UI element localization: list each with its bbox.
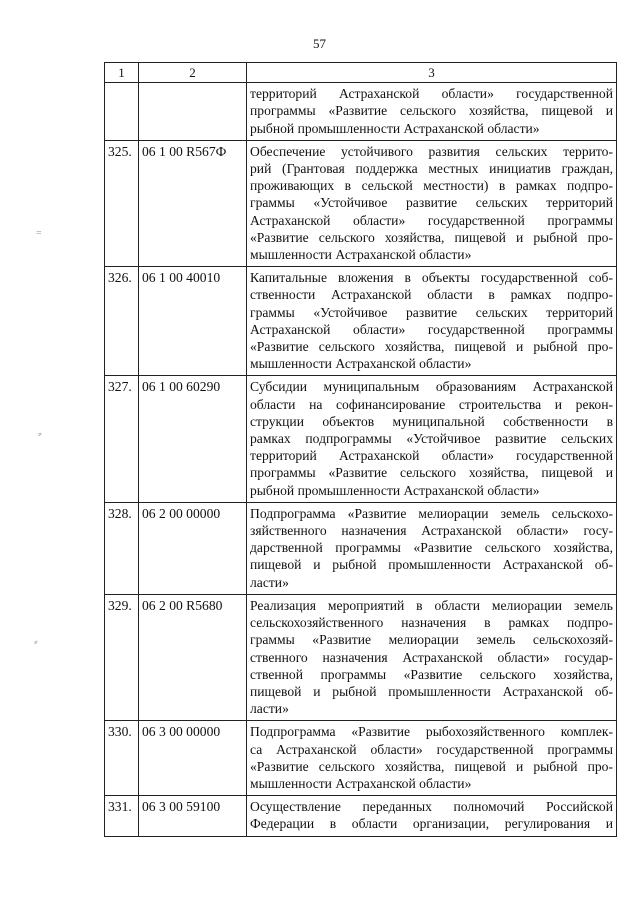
- description-line: Субсидии муниципальным образованиям Астраханской: [250, 379, 613, 395]
- description-line: Федерации в области организации, регулирования и: [250, 816, 613, 832]
- table-row: [105, 594, 617, 720]
- description-line: «Развитие сельского хозяйства, пищевой и рыбной про-: [250, 339, 613, 355]
- description-line: ственности Астраханской области в рамках подпро-: [250, 287, 613, 303]
- row-number: 330.: [105, 721, 139, 796]
- budget-code: 06 3 00 59100: [139, 796, 247, 836]
- row-number: 326.: [105, 267, 139, 376]
- description-line: ласти»: [250, 574, 289, 590]
- scan-mark: ⸗: [34, 636, 38, 648]
- description-line: сельскохозяйственного назначения в рамках подпро-: [250, 615, 613, 631]
- description-line: «Развитие сельского хозяйства, пищевой и рыбной про-: [250, 229, 613, 245]
- description-line: ственного назначения Астраханской области» государ-: [250, 649, 613, 665]
- page-number: 57: [313, 36, 326, 51]
- description-line: проживающих в сельской местности) в рамках подпро-: [250, 178, 613, 194]
- description-line: Астраханской области» государственной программы: [250, 321, 613, 337]
- description-line: мышленности Астраханской области»: [250, 356, 472, 372]
- table-header-row: [105, 63, 617, 83]
- description-line: ственной программы «Развитие сельского хозяйства,: [250, 666, 613, 682]
- row-description: [247, 267, 617, 376]
- row-number: 329.: [105, 594, 139, 720]
- description-line: программы «Развитие сельского хозяйства, пищевой и: [250, 465, 613, 481]
- description-line: граммы «Развитие мелиорации земель сельскохозяй-: [250, 632, 613, 648]
- table-row: [105, 267, 617, 376]
- description-line: рамках подпрограммы «Устойчивое развитие сельских: [250, 431, 613, 447]
- budget-code: 06 2 00 R5680: [139, 594, 247, 720]
- header-col-3: 3: [247, 63, 617, 83]
- description-line: Капитальные вложения в объекты государственной соб-: [250, 270, 613, 286]
- row-description: [247, 376, 617, 502]
- description-line: зяйственного назначения Астраханской области» госу-: [250, 523, 613, 539]
- description-line: пищевой и рыбной промышленности Астраханской об-: [250, 683, 613, 699]
- description-line: рыбной промышленности Астраханской области»: [250, 120, 540, 136]
- table-row: [105, 83, 617, 141]
- description-line: пищевой и рыбной промышленности Астраханской об-: [250, 557, 613, 573]
- description-line: рий (Грантовая поддержка местных инициатив граждан,: [250, 161, 613, 177]
- description-line: Подпрограмма «Развитие мелиорации земель сельскохо-: [250, 505, 613, 521]
- row-description: [247, 796, 617, 836]
- budget-code: 06 1 00 R567Ф: [139, 140, 247, 266]
- row-number: 331.: [105, 796, 139, 836]
- table-row: [105, 140, 617, 266]
- description-line: программы «Развитие сельского хозяйства, пищевой и: [250, 103, 613, 119]
- scan-mark: ⁼: [36, 229, 42, 241]
- description-line: граммы «Устойчивое развитие сельских территорий: [250, 195, 613, 211]
- budget-code: [139, 83, 247, 141]
- description-line: Обеспечение устойчивого развития сельских террито-: [250, 143, 613, 159]
- row-description: [247, 721, 617, 796]
- description-line: ласти»: [250, 701, 289, 717]
- description-line: мышленности Астраханской области»: [250, 247, 472, 263]
- description-line: территорий Астраханской области» государственной: [250, 86, 613, 102]
- row-number: 327.: [105, 376, 139, 502]
- description-line: Осуществление переданных полномочий Российской: [250, 799, 613, 815]
- scan-mark: ⸗: [38, 428, 42, 440]
- row-number: 328.: [105, 502, 139, 594]
- budget-code: 06 3 00 00000: [139, 721, 247, 796]
- budget-code: 06 1 00 40010: [139, 267, 247, 376]
- budget-code: 06 1 00 60290: [139, 376, 247, 502]
- row-number: 325.: [105, 140, 139, 266]
- row-number: [105, 83, 139, 141]
- description-line: граммы «Устойчивое развитие сельских территорий: [250, 304, 613, 320]
- table-row: [105, 376, 617, 502]
- header-col-2: 2: [139, 63, 247, 83]
- description-line: «Развитие сельского хозяйства, пищевой и рыбной про-: [250, 758, 613, 774]
- description-line: дарственной программы «Развитие сельского хозяйства,: [250, 540, 613, 556]
- table-row: [105, 502, 617, 594]
- row-description: [247, 83, 617, 141]
- table-row: [105, 796, 617, 836]
- budget-classification-table: [104, 62, 617, 837]
- description-line: рыбной промышленности Астраханской области»: [250, 482, 540, 498]
- description-line: мышленности Астраханской области»: [250, 775, 472, 791]
- description-line: Подпрограмма «Развитие рыбохозяйственного комплек-: [250, 724, 613, 740]
- row-description: [247, 140, 617, 266]
- header-col-1: 1: [105, 63, 139, 83]
- row-description: [247, 594, 617, 720]
- description-line: струкции объектов муниципальной собственности в: [250, 413, 613, 429]
- description-line: области на софинансирование строительства и рекон-: [250, 396, 613, 412]
- description-line: са Астраханской области» государственной программы: [250, 741, 613, 757]
- budget-code: 06 2 00 00000: [139, 502, 247, 594]
- table-row: [105, 721, 617, 796]
- description-line: территорий Астраханской области» государственной: [250, 448, 613, 464]
- description-line: Астраханской области» государственной программы: [250, 212, 613, 228]
- row-description: [247, 502, 617, 594]
- description-line: Реализация мероприятий в области мелиорации земель: [250, 597, 613, 613]
